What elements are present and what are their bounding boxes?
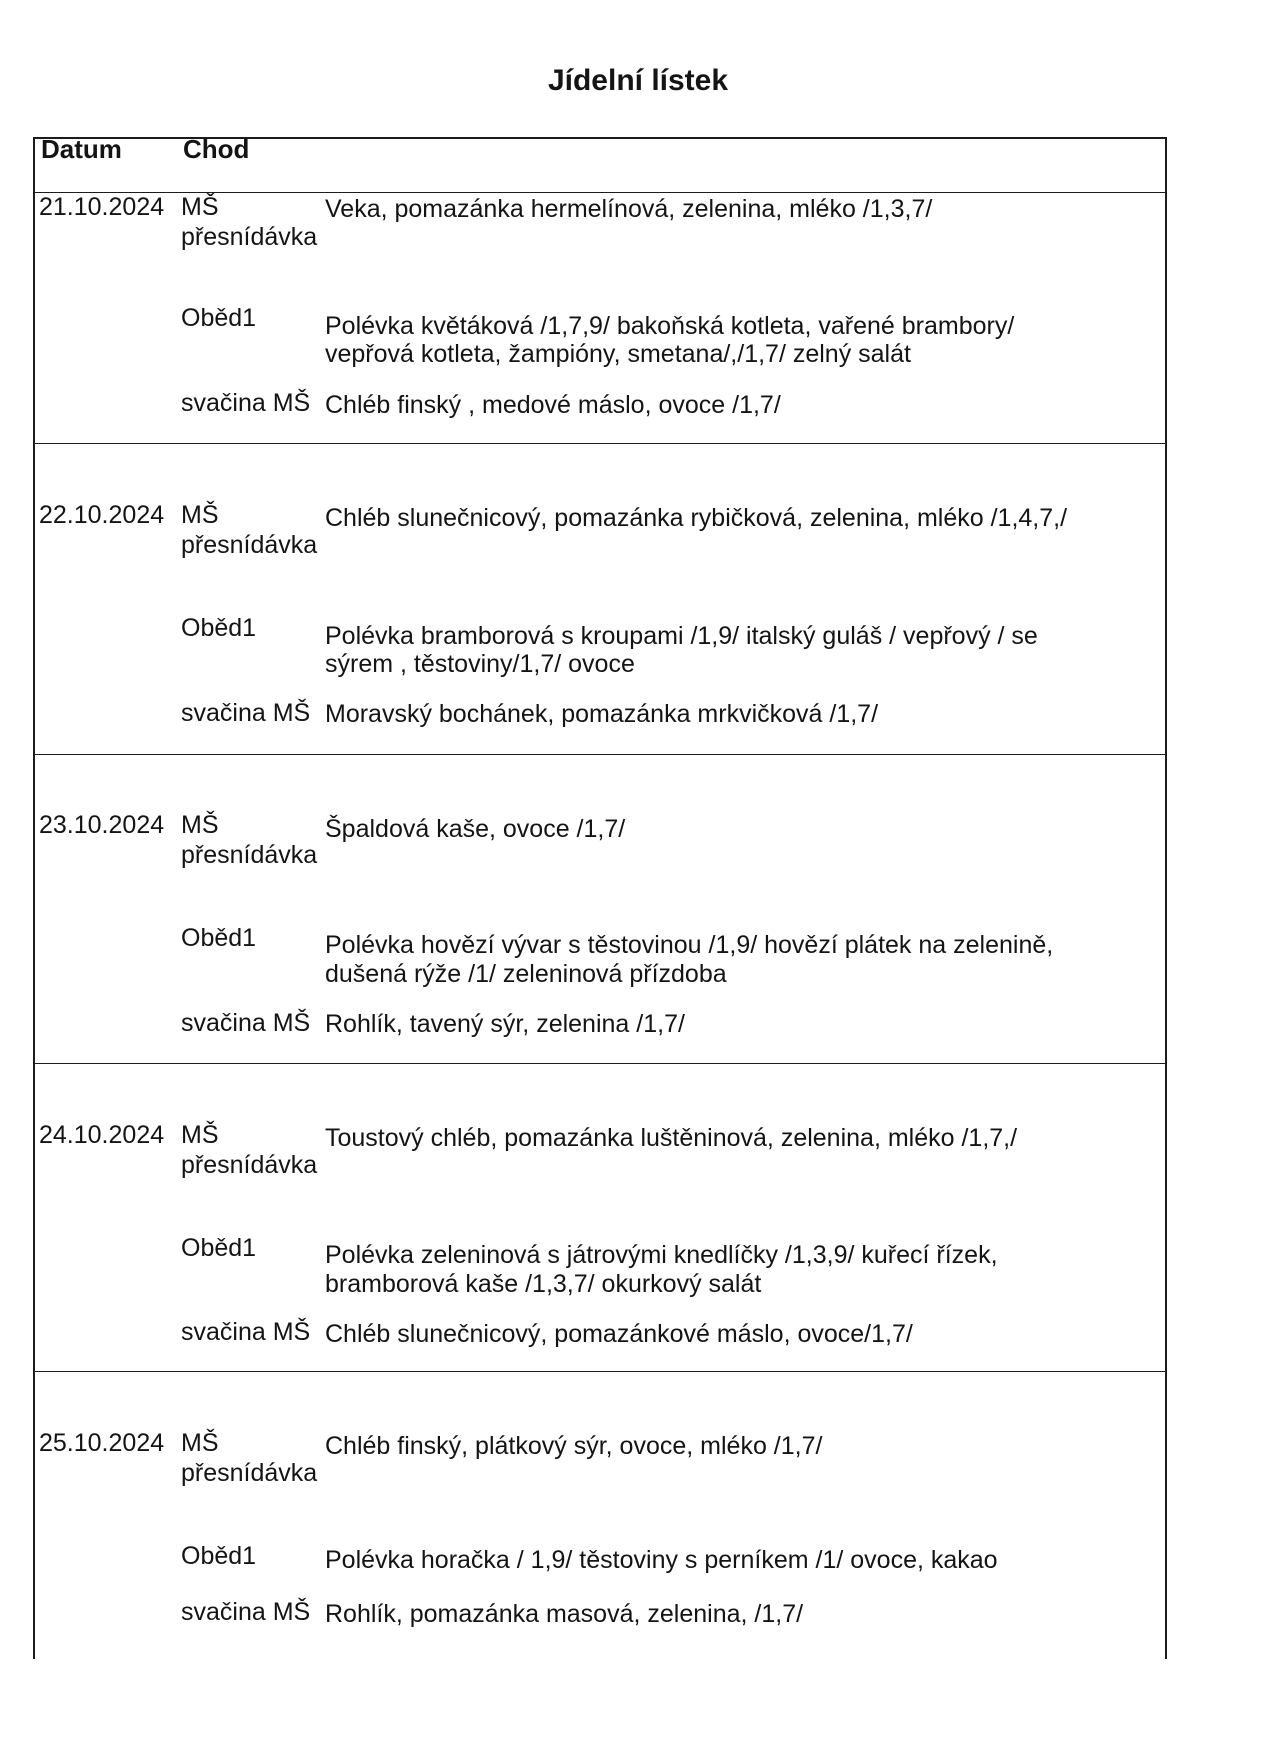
breakfast-dish: Veka, pomazánka hermelínová, zelenina, mléko /1,3,7/ — [325, 195, 933, 223]
lunch-dish: vepřová kotleta, žampióny, smetana/,/1,7/ zelný salát — [325, 340, 911, 368]
breakfast-label: MŠ — [181, 193, 219, 221]
day-date: 23.10.2024 — [39, 811, 165, 839]
snack-label: svačina MŠ — [181, 699, 311, 727]
day-date: 25.10.2024 — [39, 1429, 165, 1457]
snack-dish: Chléb finský , medové máslo, ovoce /1,7/ — [325, 391, 781, 419]
day-divider — [33, 1371, 1165, 1372]
breakfast-label: přesnídávka — [181, 531, 318, 559]
snack-label: svačina MŠ — [181, 1009, 311, 1037]
breakfast-label: přesnídávka — [181, 841, 318, 869]
lunch-label: Oběd1 — [181, 1542, 257, 1570]
snack-dish: Chléb slunečnicový, pomazánkové máslo, ovoce/1,7/ — [325, 1320, 913, 1348]
lunch-label: Oběd1 — [181, 304, 257, 332]
header-date: Datum — [41, 134, 122, 164]
lunch-dish: Polévka květáková /1,7,9/ bakoňská kotleta, vařené brambory/ — [325, 312, 1015, 340]
lunch-dish: Polévka horačka / 1,9/ těstoviny s perníkem /1/ ovoce, kakao — [325, 1546, 998, 1574]
snack-label: svačina MŠ — [181, 1598, 311, 1626]
lunch-dish: Polévka bramborová s kroupami /1,9/ italský guláš / vepřový / se — [325, 622, 1038, 650]
breakfast-dish: Chléb finský, plátkový sýr, ovoce, mléko /1,7/ — [325, 1432, 823, 1460]
snack-dish: Rohlík, tavený sýr, zelenina /1,7/ — [325, 1010, 685, 1038]
lunch-dish: Polévka hovězí vývar s těstovinou /1,9/ hovězí plátek na zelenině, — [325, 931, 1054, 959]
lunch-dish: Polévka zeleninová s játrovými knedlíčky /1,3,9/ kuřecí řízek, — [325, 1241, 998, 1269]
day-divider — [33, 754, 1165, 755]
snack-dish: Moravský bochánek, pomazánka mrkvičková /1,7/ — [325, 700, 879, 728]
snack-label: svačina MŠ — [181, 389, 311, 417]
breakfast-label: MŠ — [181, 501, 219, 529]
breakfast-label: MŠ — [181, 1121, 219, 1149]
header-course: Chod — [183, 134, 250, 164]
lunch-dish: bramborová kaše /1,3,7/ okurkový salát — [325, 1270, 762, 1298]
page-title: Jídelní lístek — [547, 64, 729, 97]
day-date: 24.10.2024 — [39, 1121, 165, 1149]
lunch-label: Oběd1 — [181, 924, 257, 952]
day-date: 22.10.2024 — [39, 501, 165, 529]
day-divider — [33, 1063, 1165, 1064]
lunch-dish: dušená rýže /1/ zeleninová přízdoba — [325, 960, 727, 988]
breakfast-label: přesnídávka — [181, 1151, 318, 1179]
breakfast-dish: Špaldová kaše, ovoce /1,7/ — [325, 815, 626, 843]
snack-label: svačina MŠ — [181, 1318, 311, 1346]
breakfast-dish: Toustový chléb, pomazánka luštěninová, zelenina, mléko /1,7,/ — [325, 1124, 1018, 1152]
day-date: 21.10.2024 — [39, 193, 165, 221]
lunch-dish: sýrem , těstoviny/1,7/ ovoce — [325, 650, 635, 678]
breakfast-label: MŠ — [181, 811, 219, 839]
breakfast-label: přesnídávka — [181, 223, 318, 251]
breakfast-label: přesnídávka — [181, 1459, 318, 1487]
day-divider — [33, 443, 1165, 444]
breakfast-dish: Chléb slunečnicový, pomazánka rybičková, zelenina, mléko /1,4,7,/ — [325, 504, 1068, 532]
lunch-label: Oběd1 — [181, 614, 257, 642]
snack-dish: Rohlík, pomazánka masová, zelenina, /1,7/ — [325, 1600, 804, 1628]
lunch-label: Oběd1 — [181, 1234, 257, 1262]
breakfast-label: MŠ — [181, 1429, 219, 1457]
